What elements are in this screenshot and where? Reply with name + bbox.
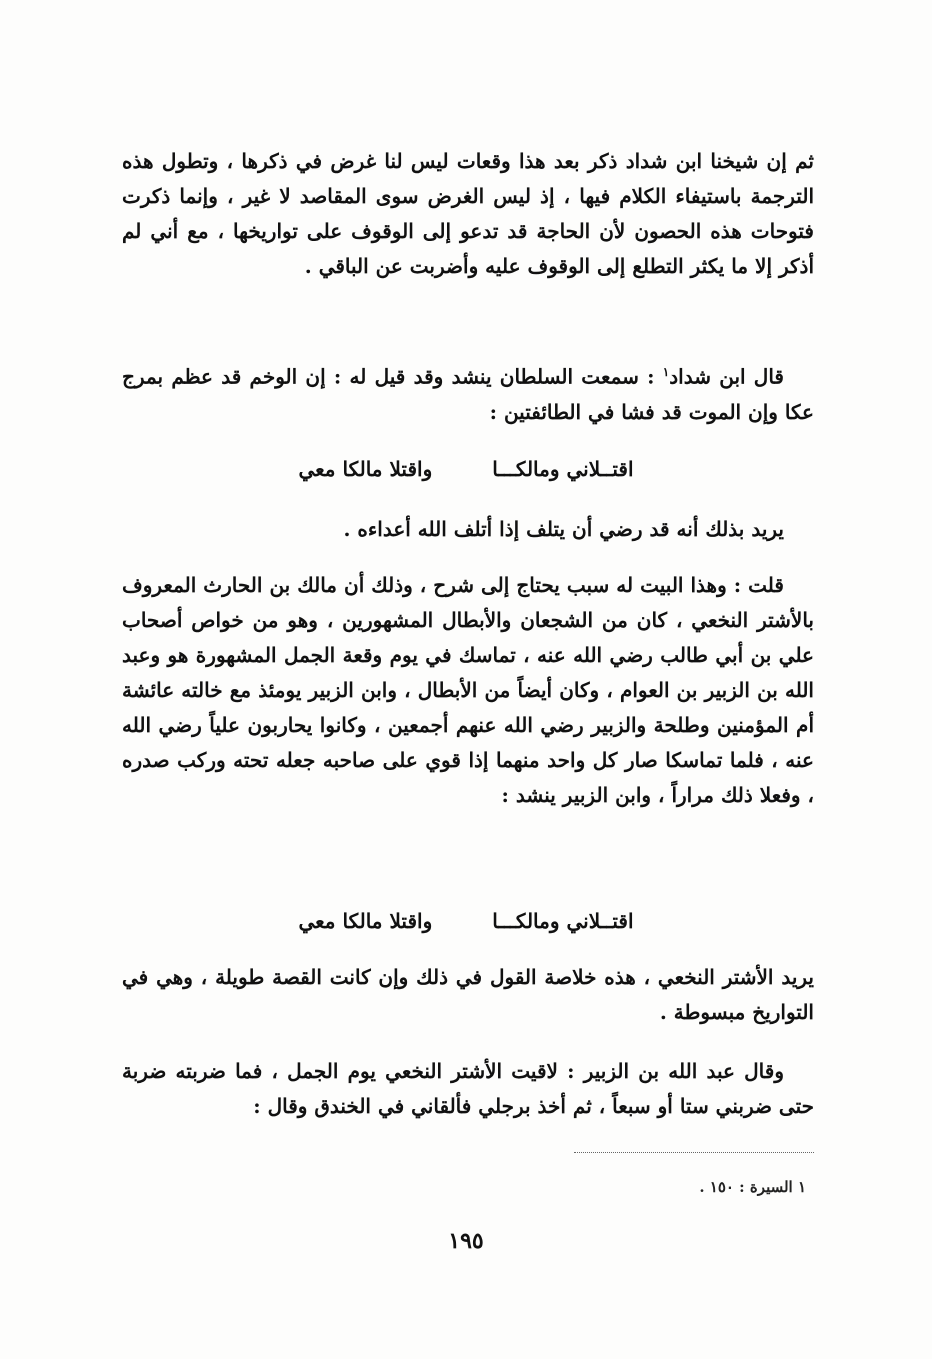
footnote-marker: ١ — [662, 365, 670, 379]
verse-1-hemistich-1: اقتــلاني ومالكـــا — [492, 457, 634, 481]
footnote: ١ السيرة : ١٥٠ . — [699, 1178, 806, 1196]
verse-line-1 — [200, 452, 732, 487]
paragraph-summary: يريد الأشتر النخعي ، هذه خلاصة القول في ذلك وإن كانت القصة طويلة ، وهي في التواريخ مبسوطة . — [122, 965, 814, 1024]
verse-2-hemistich-2: واقتلا مالكا معي — [298, 909, 433, 933]
verse-2-hemistich-1: اقتــلاني ومالكـــا — [492, 909, 634, 933]
paragraph-ibn-shaddad — [122, 355, 814, 430]
verse-1-hemistich-2: واقتلا مالكا معي — [298, 457, 433, 481]
paragraph-ibn-zubair: وقال عبد الله بن الزبير : لاقيت الأشتر النخعي يوم الجمل ، فما ضربته ضربة حتى ضربني ستا أو سبعاً ، ثم أخذ برجلي فألقاني في الخندق وقال : — [122, 1059, 814, 1118]
paragraph-explanation: قلت : وهذا البيت له سبب يحتاج إلى شرح ، وذلك أن مالك بن الحارث المعروف بالأشتر النخعي ، كان من الشجعان والأبطال المشهورين ، وهو من خواص أصحاب علي بن أبي طالب رضي الله عنه ، تماسك في يوم وقعة الجمل المشهورة هو وعبد الله بن الزبير بن العوام ، وكان أيضاً من الأبطال ، وابن الزبير يومئذ مع خالته عائشة أم المؤمنين وطلحة والزبير رضي الله عنهم أجمعين ، وكانوا يحاربون علياً رضي الله عنه ، فلما تماسكا صار كل واحد منهما إذا قوي على صاحبه جعله تحته وركب صدره ، وفعلا ذلك مراراً ، وابن الزبير ينشد : — [122, 573, 814, 807]
paragraph-ibn-shaddad-start: قال ابن شداد — [669, 364, 784, 389]
paragraph-ibn-shaddad-rest: : سمعت السلطان ينشد وقد قيل له : إن الوخم قد عظم بمرج عكا وإن الموت قد فشا في الطائفتين : — [122, 364, 814, 424]
page-number: ١٩٥ — [448, 1228, 484, 1254]
footnote-divider — [574, 1152, 814, 1153]
paragraph-meaning: يريد بذلك أنه قد رضي أن يتلف إذا أتلف الله أعداءه . — [343, 517, 784, 541]
paragraph-intro: ثم إن شيخنا ابن شداد ذكر بعد هذا وقعات ليس لنا غرض في ذكرها ، وتطول هذه الترجمة باستيفاء الكلام فيها ، إذ ليس الغرض سوى المقاصد لا غير ، وإنما ذكرت فتوحات هذه الحصون لأن الحاجة قد تدعو إلى الوقوف على تواريخها ، مع أني لم أذكر إلا ما يكثر التطلع إلى الوقوف عليه وأضربت عن الباقي . — [122, 149, 814, 278]
verse-line-2 — [200, 904, 732, 939]
